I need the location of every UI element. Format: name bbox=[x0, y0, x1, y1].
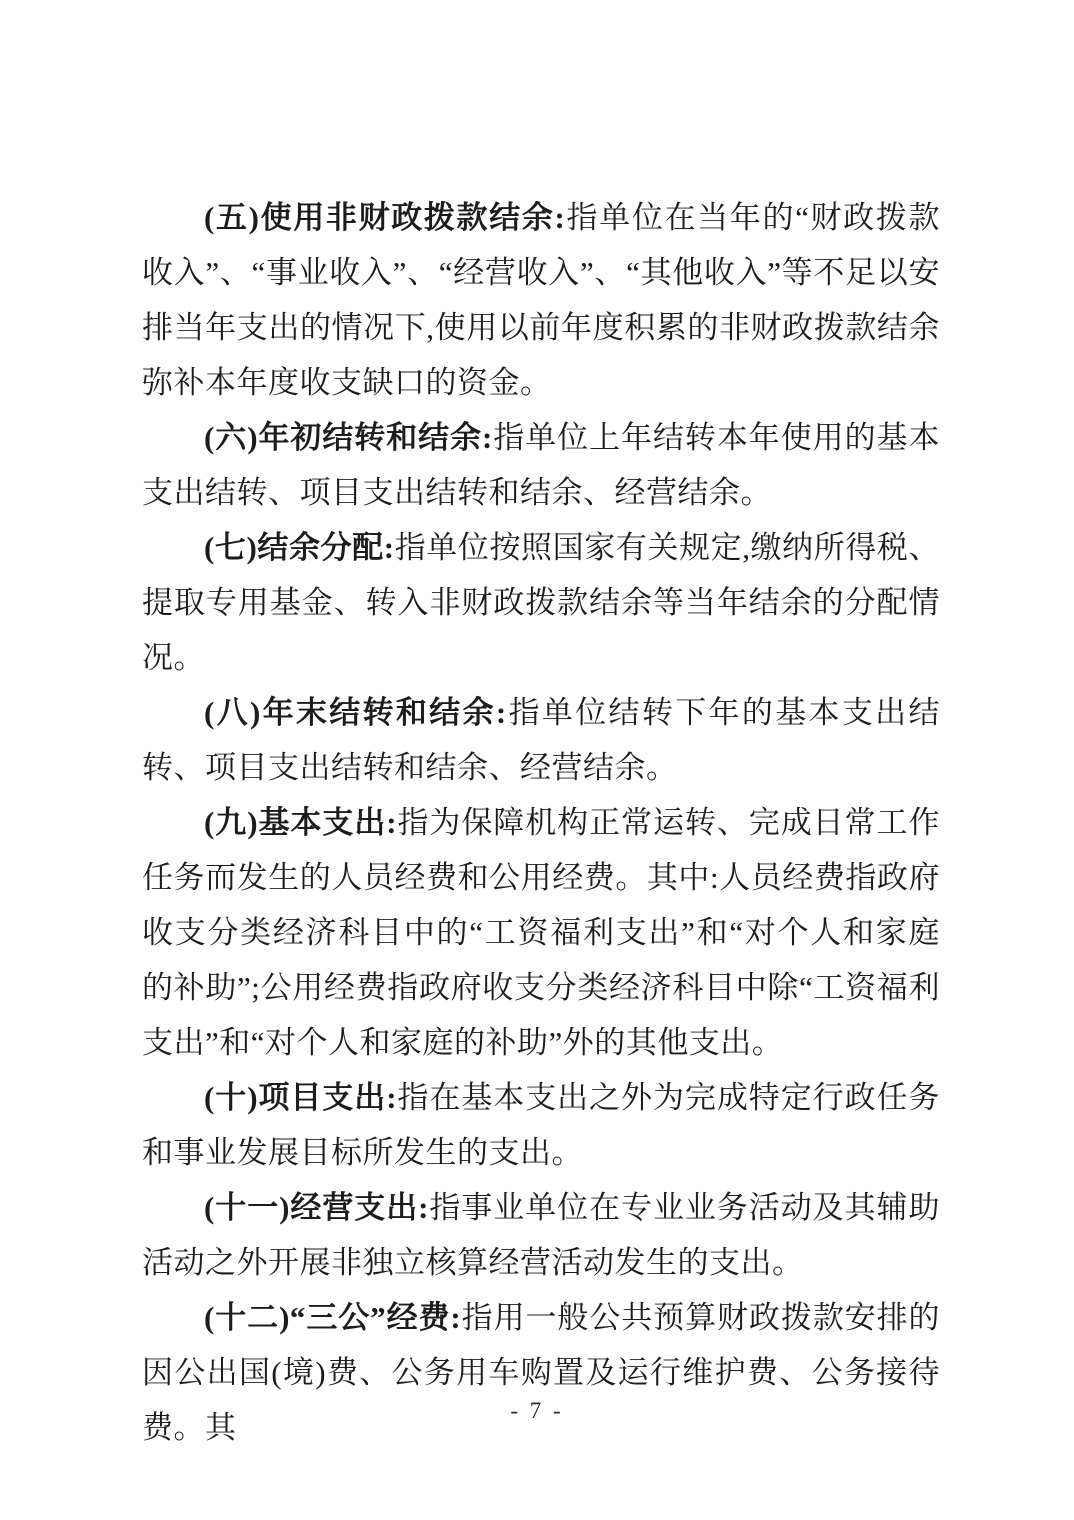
term-heading: (七)结余分配: bbox=[204, 530, 395, 565]
paragraph-item-7 bbox=[142, 520, 940, 685]
term-definition: 指单位按照国家有关规定,缴纳所得税、提取专用基金、转入非财政拨款结余等当年结余的分配情况。 bbox=[142, 530, 940, 675]
paragraph-item-6 bbox=[142, 410, 940, 520]
term-definition: 指事业单位在专业业务活动及其辅助活动之外开展非独立核算经营活动发生的支出。 bbox=[142, 1190, 940, 1280]
term-heading: (十一)经营支出: bbox=[204, 1190, 429, 1225]
term-heading: (八)年末结转和结余: bbox=[204, 695, 507, 730]
document-body bbox=[142, 190, 940, 1455]
term-definition: 指单位结转下年的基本支出结转、项目支出结转和结余、经营结余。 bbox=[142, 695, 940, 785]
page-number: - 7 - bbox=[510, 1398, 564, 1423]
paragraph-item-12 bbox=[142, 1290, 940, 1455]
term-definition: 指在基本支出之外为完成特定行政任务和事业发展目标所发生的支出。 bbox=[142, 1080, 940, 1170]
term-definition: 指单位在当年的“财政拨款收入”、“事业收入”、“经营收入”、“其他收入”等不足以安排当年支出的情况下,使用以前年度积累的非财政拨款结余弥补本年度收支缺口的资金。 bbox=[142, 200, 941, 400]
term-heading: (十二)“三公”经费: bbox=[204, 1300, 462, 1335]
paragraph-item-8 bbox=[142, 685, 940, 795]
paragraph-item-10 bbox=[142, 1070, 940, 1180]
term-definition: 指单位上年结转本年使用的基本支出结转、项目支出结转和结余、经营结余。 bbox=[142, 420, 940, 510]
term-heading: (五)使用非财政拨款结余: bbox=[204, 200, 566, 235]
term-definition: 指为保障机构正常运转、完成日常工作任务而发生的人员经费和公用经费。其中:人员经费指政府收支分类经济科目中的“工资福利支出”和“对个人和家庭的补助”;公用经费指政府收支分类经济科目中除“工资福利支出”和“对个人和家庭的补助”外的其他支出。 bbox=[142, 805, 940, 1060]
term-heading: (九)基本支出: bbox=[204, 805, 398, 840]
term-definition: 指用一般公共预算财政拨款安排的因公出国(境)费、公务用车购置及运行维护费、公务接待费。其 bbox=[142, 1300, 940, 1445]
term-heading: (六)年初结转和结余: bbox=[204, 420, 493, 455]
paragraph-item-9 bbox=[142, 795, 940, 1070]
term-heading: (十)项目支出: bbox=[204, 1080, 398, 1115]
paragraph-item-5 bbox=[142, 190, 940, 410]
paragraph-item-11 bbox=[142, 1180, 940, 1290]
